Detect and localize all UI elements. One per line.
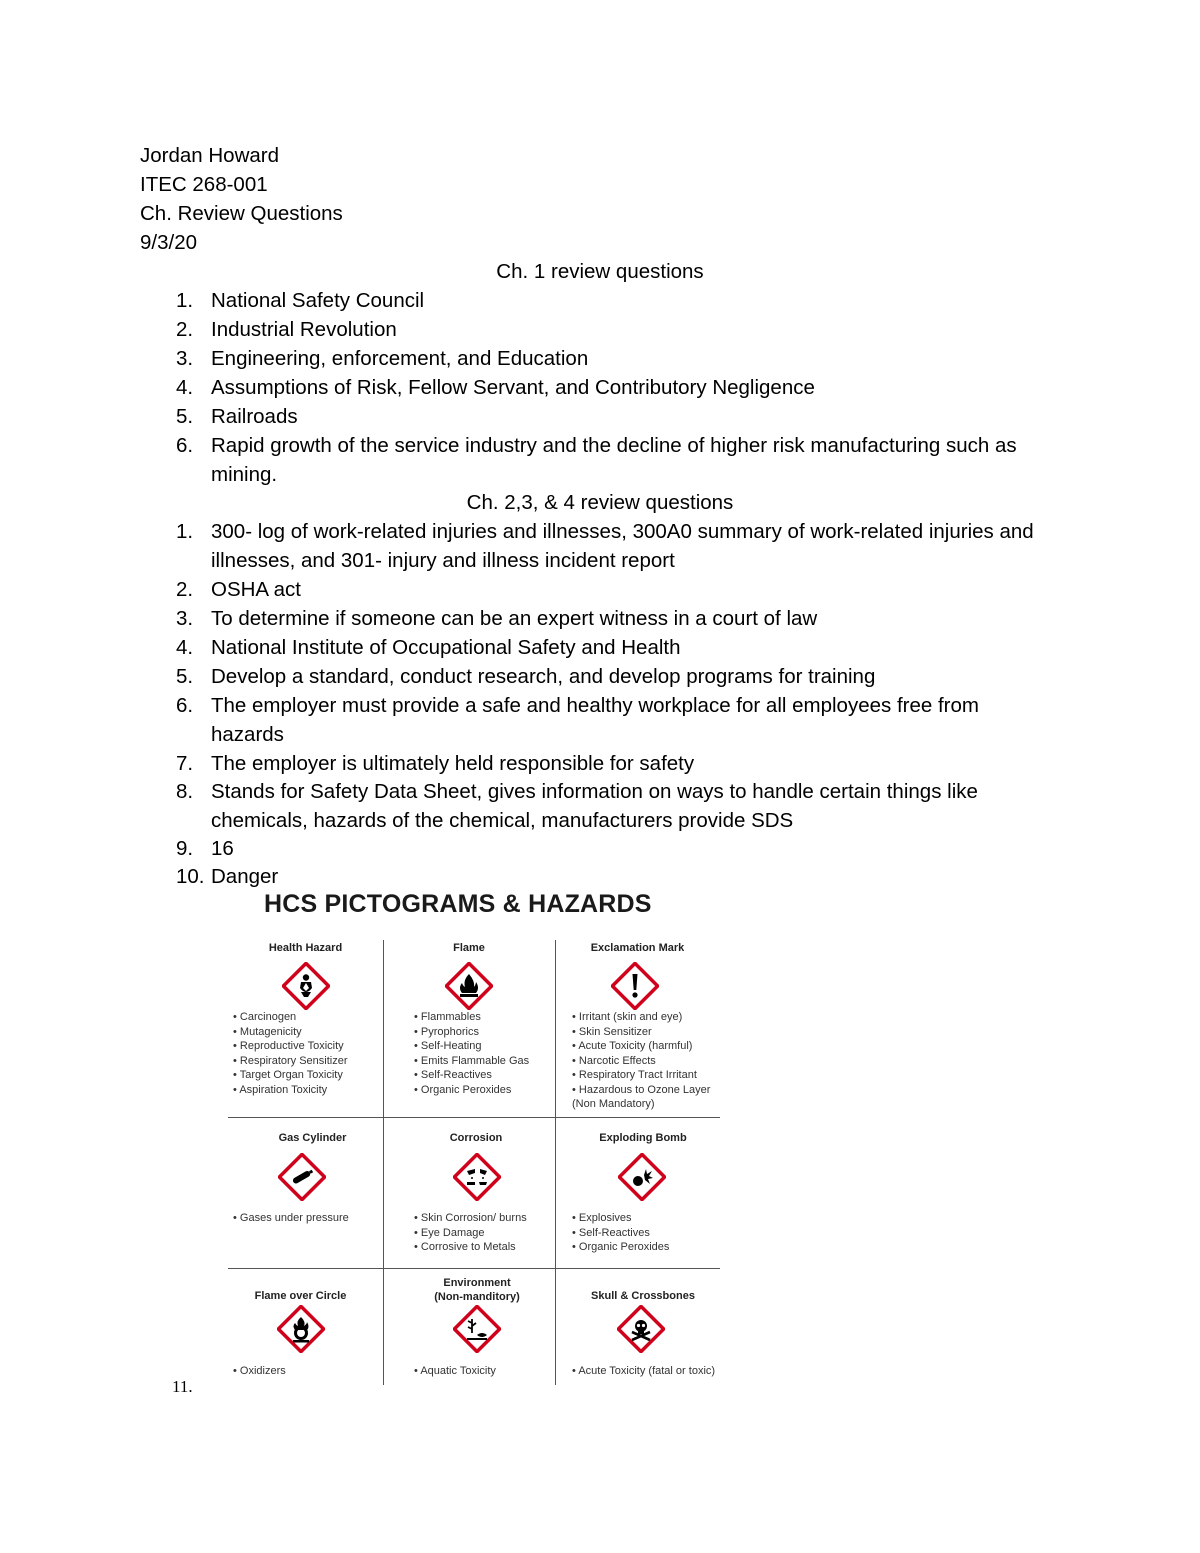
hazard-item: • Mutagenicity (233, 1025, 348, 1040)
cell-title: Exclamation Mark (590, 942, 685, 954)
hazard-item: • Organic Peroxides (414, 1083, 529, 1098)
hazard-item: • Organic Peroxides (572, 1240, 669, 1255)
hazard-item: • Pyrophorics (414, 1025, 529, 1040)
hazard-item: • Skin Sensitizer (572, 1025, 710, 1040)
flame-icon (445, 962, 493, 1010)
hazard-item: • Respiratory Sensitizer (233, 1054, 348, 1069)
list-item-number-11: 11. (172, 1377, 193, 1396)
hazard-item: • Eye Damage (414, 1226, 527, 1241)
hazard-list (233, 1211, 349, 1226)
hazard-list (233, 1364, 286, 1379)
hazard-list (414, 1211, 527, 1255)
item-answer: Develop a standard, conduct research, and develop programs for training (211, 665, 876, 688)
hazard-item: • Self-Reactives (572, 1226, 669, 1241)
item-number: 9. (176, 837, 194, 860)
list-item (176, 344, 1056, 373)
item-number: 1. (176, 289, 194, 312)
list-item (176, 315, 1056, 344)
item-answer: National Institute of Occupational Safety and Health (211, 636, 681, 659)
hazard-list (572, 1010, 710, 1112)
hazard-item: • Reproductive Toxicity (233, 1039, 348, 1054)
list-item (176, 633, 1056, 662)
item-answer: 16 (211, 837, 234, 860)
list-item (176, 777, 1056, 835)
item-number: 2. (176, 578, 194, 601)
item-number: 3. (176, 347, 194, 370)
hazard-list (572, 1364, 715, 1379)
hazard-item: • Explosives (572, 1211, 669, 1226)
document-date: 9/3/20 (140, 231, 197, 254)
list-item (176, 862, 1056, 891)
list-item (176, 517, 1056, 575)
hazard-item: • Irritant (skin and eye) (572, 1010, 710, 1025)
item-answer: 300- log of work-related injuries and illnesses, 300A0 summary of work-related injuries and illnesses, and 301- injury and illness incident report (211, 520, 1034, 572)
item-answer: Assumptions of Risk, Fellow Servant, and Contributory Negligence (211, 376, 815, 399)
exploding-bomb-icon (618, 1153, 666, 1201)
cell-title: Gas Cylinder (278, 1132, 347, 1144)
item-number: 2. (176, 318, 194, 341)
hazard-list (572, 1211, 669, 1255)
hcs-pictograms-figure (228, 888, 748, 1388)
item-answer: National Safety Council (211, 289, 425, 312)
author-name: Jordan Howard (140, 144, 280, 167)
item-answer: Engineering, enforcement, and Education (211, 347, 589, 370)
hcs-cell-exclamation-mark (555, 940, 748, 1117)
hazard-item: • Gases under pressure (233, 1211, 349, 1226)
item-answer: OSHA act (211, 578, 302, 601)
list-item (176, 286, 1056, 315)
item-number: 5. (176, 405, 194, 428)
hcs-cell-gas-cylinder (228, 1118, 383, 1268)
hazard-item: • Aquatic Toxicity (414, 1364, 496, 1379)
cell-title: Health Hazard (268, 942, 343, 954)
hazard-list (233, 1010, 348, 1097)
list-item (176, 604, 1056, 633)
item-answer: The employer must provide a safe and healthy workplace for all employees free from hazards (211, 694, 979, 746)
item-answer: Stands for Safety Data Sheet, gives information on ways to handle certain things like chemicals, hazards of the chemical, manufacturers provide SDS (211, 780, 978, 832)
item-number: 5. (176, 665, 194, 688)
item-answer: Danger (211, 865, 279, 888)
item-number: 7. (176, 752, 194, 775)
hazard-item: • Self-Heating (414, 1039, 529, 1054)
item-number: 1. (176, 520, 194, 543)
list-item (176, 575, 1056, 604)
hazard-item: • Target Organ Toxicity (233, 1068, 348, 1083)
hazard-item: • Aspiration Toxicity (233, 1083, 348, 1098)
cell-title: Skull & Crossbones (591, 1290, 695, 1302)
cell-subtitle: (Non-manditory) (434, 1291, 520, 1303)
list-item (176, 749, 1056, 778)
list-item (176, 691, 1056, 749)
hazard-note: (Non Mandatory) (572, 1098, 655, 1110)
cell-title: Flame (453, 942, 485, 954)
hcs-cell-corrosion (383, 1118, 555, 1268)
skull-crossbones-icon (617, 1305, 665, 1353)
cell-title: Corrosion (449, 1132, 503, 1144)
cell-title: Exploding Bomb (599, 1132, 687, 1144)
course-code: ITEC 268-001 (140, 173, 268, 196)
cell-title: Flame over Circle (254, 1290, 347, 1302)
assignment-title: Ch. Review Questions (140, 202, 343, 225)
hazard-list (414, 1364, 496, 1379)
item-number: 6. (176, 434, 194, 457)
figure-title: HCS PICTOGRAMS & HAZARDS (264, 890, 652, 918)
item-number: 4. (176, 376, 194, 399)
hazard-item: • Carcinogen (233, 1010, 348, 1025)
section-1-title: Ch. 1 review questions (496, 260, 704, 283)
list-item (176, 834, 1056, 863)
item-answer: To determine if someone can be an expert witness in a court of law (211, 607, 818, 630)
hcs-cell-flame-over-circle (228, 1269, 383, 1385)
hazard-item: • Narcotic Effects (572, 1054, 710, 1069)
list-item (176, 373, 1056, 402)
hcs-cell-flame (383, 940, 555, 1117)
item-number: 3. (176, 607, 194, 630)
item-number: 10. (176, 865, 205, 888)
cell-title: Environment (443, 1277, 511, 1289)
item-answer: Railroads (211, 405, 298, 428)
hazard-item: • Corrosive to Metals (414, 1240, 527, 1255)
hazard-item: • Self-Reactives (414, 1068, 529, 1083)
exclamation-mark-icon (611, 962, 659, 1010)
corrosion-icon (453, 1153, 501, 1201)
hazard-list (414, 1010, 529, 1097)
item-answer: The employer is ultimately held responsible for safety (211, 752, 695, 775)
list-item (176, 402, 1056, 431)
hcs-cell-health-hazard (228, 940, 383, 1117)
hazard-item: • Acute Toxicity (harmful) (572, 1039, 710, 1054)
hcs-cell-skull-crossbones (555, 1269, 748, 1385)
item-answer: Industrial Revolution (211, 318, 397, 341)
hazard-item: • Respiratory Tract Irritant (572, 1068, 710, 1083)
item-answer: Rapid growth of the service industry and the decline of higher risk manufacturing such as mining. (211, 434, 1017, 486)
hazard-item: • Skin Corrosion/ burns (414, 1211, 527, 1226)
hcs-cell-exploding-bomb (555, 1118, 748, 1268)
section-2-title: Ch. 2,3, & 4 review questions (466, 491, 734, 514)
hcs-cell-environment (383, 1269, 555, 1385)
hazard-item: • Hazardous to Ozone Layer (572, 1083, 710, 1098)
item-number: 4. (176, 636, 194, 659)
item-number: 6. (176, 694, 194, 717)
list-item (176, 431, 1056, 489)
flame-over-circle-icon (277, 1305, 325, 1353)
hazard-item: • Flammables (414, 1010, 529, 1025)
gas-cylinder-icon (278, 1153, 326, 1201)
hazard-item: • Acute Toxicity (fatal or toxic) (572, 1364, 715, 1379)
hazard-item: • Oxidizers (233, 1364, 286, 1379)
hazard-item: • Emits Flammable Gas (414, 1054, 529, 1069)
item-number: 8. (176, 780, 194, 803)
health-hazard-icon (282, 962, 330, 1010)
list-item (176, 662, 1056, 691)
environment-icon (453, 1305, 501, 1353)
